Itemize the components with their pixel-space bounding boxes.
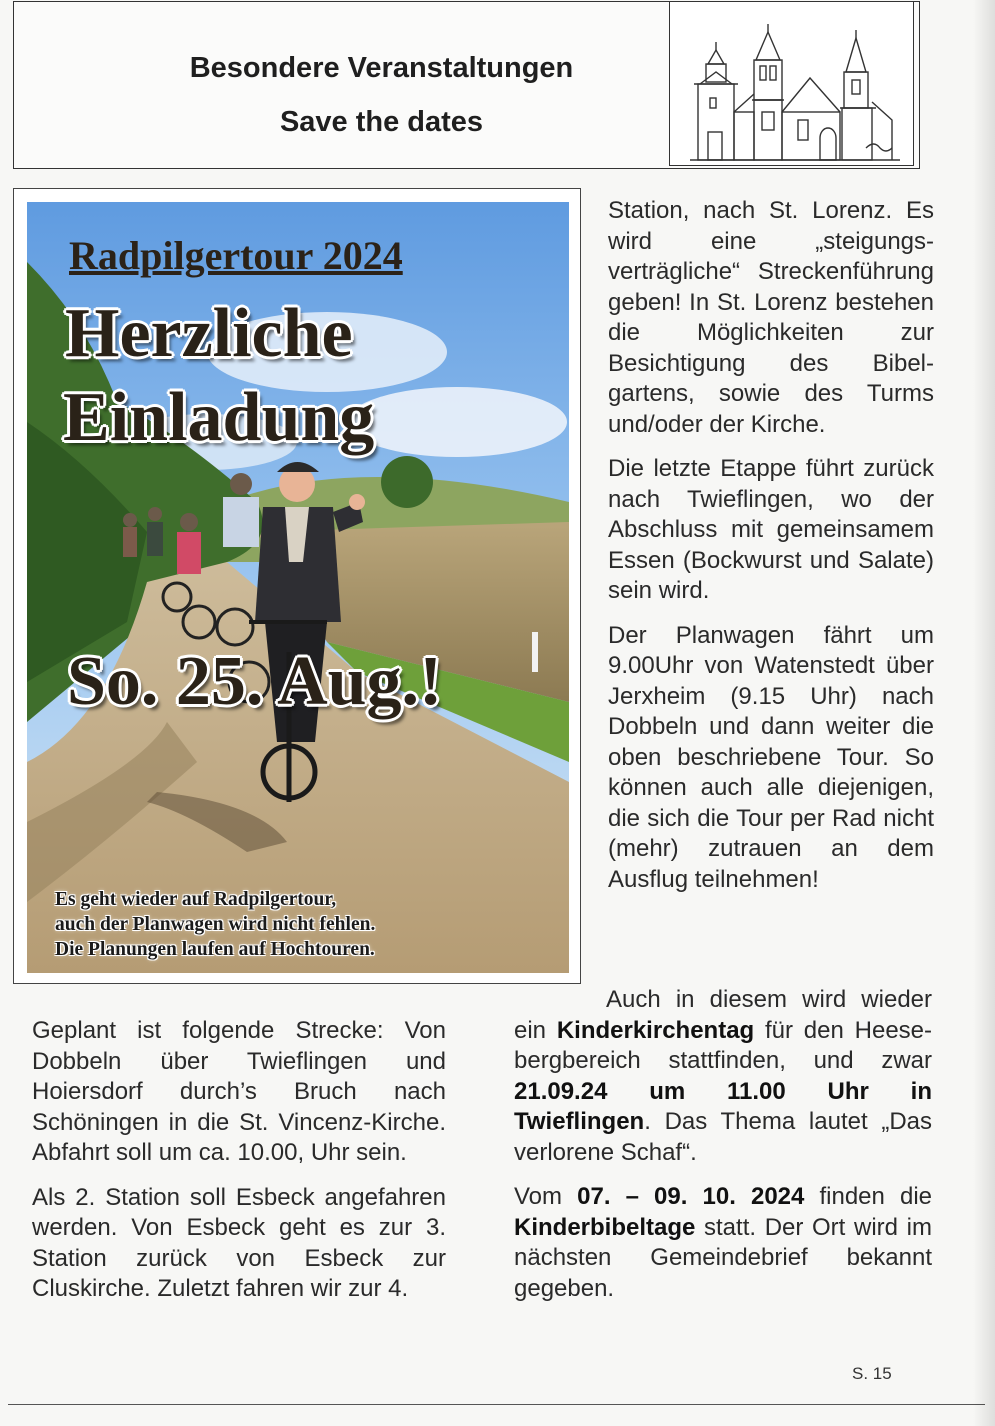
poster-date: So. 25. Aug.!	[67, 643, 443, 720]
paragraph-kinderbibeltage: Vom 07. – 09. 10. 2024 finden die Kinderbibeltage statt. Der Ort wird im nächsten Gemeindebrief bekannt gegeben.	[514, 1183, 933, 1302]
kinderbibeltage-dates: 07. – 09. 10. 2024	[577, 1183, 805, 1210]
poster-headline-line2: Einladung	[63, 379, 375, 456]
paragraph-route: Geplant ist folgende Strecke: Von Dobbeln über Twieflingen und Hoiersdorf durch’s Bruch nach Schöningen in die St. Vincenz-Kirche. Abfahrt soll um ca. 10.00, Uhr sein.	[32, 1017, 446, 1166]
event-poster	[13, 188, 581, 984]
poster-caption-line3: Die Planungen laufen auf Hochtouren.	[55, 939, 375, 960]
church-towers-drawing-icon	[669, 1, 914, 166]
right-column-bottom	[514, 985, 932, 1318]
kinderbibeltage-label: Kinderbibeltage	[514, 1213, 696, 1241]
poster-caption-line1: Es geht wieder auf Radpilgertour,	[55, 889, 337, 910]
paragraph-kinderkirchentag: Auch in diesem wird wieder ein Kinderkirchentag für den Heese-bergbereich stattfinden, und zwar 21.09.24 um 11.00 Uhr in Twieflingen. Das Thema lautet „Das verlorene Schaf“.	[514, 986, 933, 1166]
paragraph-last-stage: Die letzte Etappe führt zurück nach Twieflingen, wo der Abschluss mit gemeinsamem Essen (Bockwurst und Salate) sein wird.	[608, 455, 934, 604]
header-title: Besondere Veranstaltungen	[189, 52, 574, 84]
header-subtitle: Save the dates	[279, 106, 484, 138]
poster-caption-line2: auch der Planwagen wird nicht fehlen.	[55, 914, 376, 935]
poster-headline-line1: Herzliche	[65, 295, 353, 372]
paragraph-st-lorenz: Station, nach St. Lorenz. Es wird eine „steigungs-verträgliche“ Streckenführung geben! In St. Lorenz bestehen die Möglichkeiten zur Besichtigung des Bibel-gartens, sowie des Turms und/oder der Kirche.	[608, 197, 934, 438]
kinderkirchentag-label: Kinderkirchentag	[556, 1016, 755, 1044]
left-column-bottom	[32, 1016, 446, 1319]
right-column-top	[608, 196, 934, 909]
page-number: S. 15	[852, 1364, 892, 1383]
paragraph-stations: Als 2. Station soll Esbeck angefahren werden. Von Esbeck geht es zur 3. Station zurück von Esbeck zur Cluskirche. Zuletzt fahren wir zur 4.	[32, 1183, 446, 1302]
kinderkirchentag-date: 21.09.24 um 11.00 Uhr in Twieflingen	[514, 1077, 932, 1135]
paragraph-planwagen: Der Planwagen fährt um 9.00Uhr von Watenstedt über Jerxheim (9.15 Uhr) nach Dobbeln und dann weiter die oben beschriebene Tour. So können auch alle diejenigen, die sich die Tour per Rad nicht (mehr) zutrauen an dem Ausflug teilnehmen!	[608, 621, 934, 893]
page-edge-shadow	[973, 0, 995, 1426]
header-box	[13, 1, 920, 169]
bottom-rule	[8, 1404, 985, 1405]
poster-tour-title: Radpilgertour 2024	[69, 233, 403, 278]
poster-photo	[27, 202, 569, 973]
